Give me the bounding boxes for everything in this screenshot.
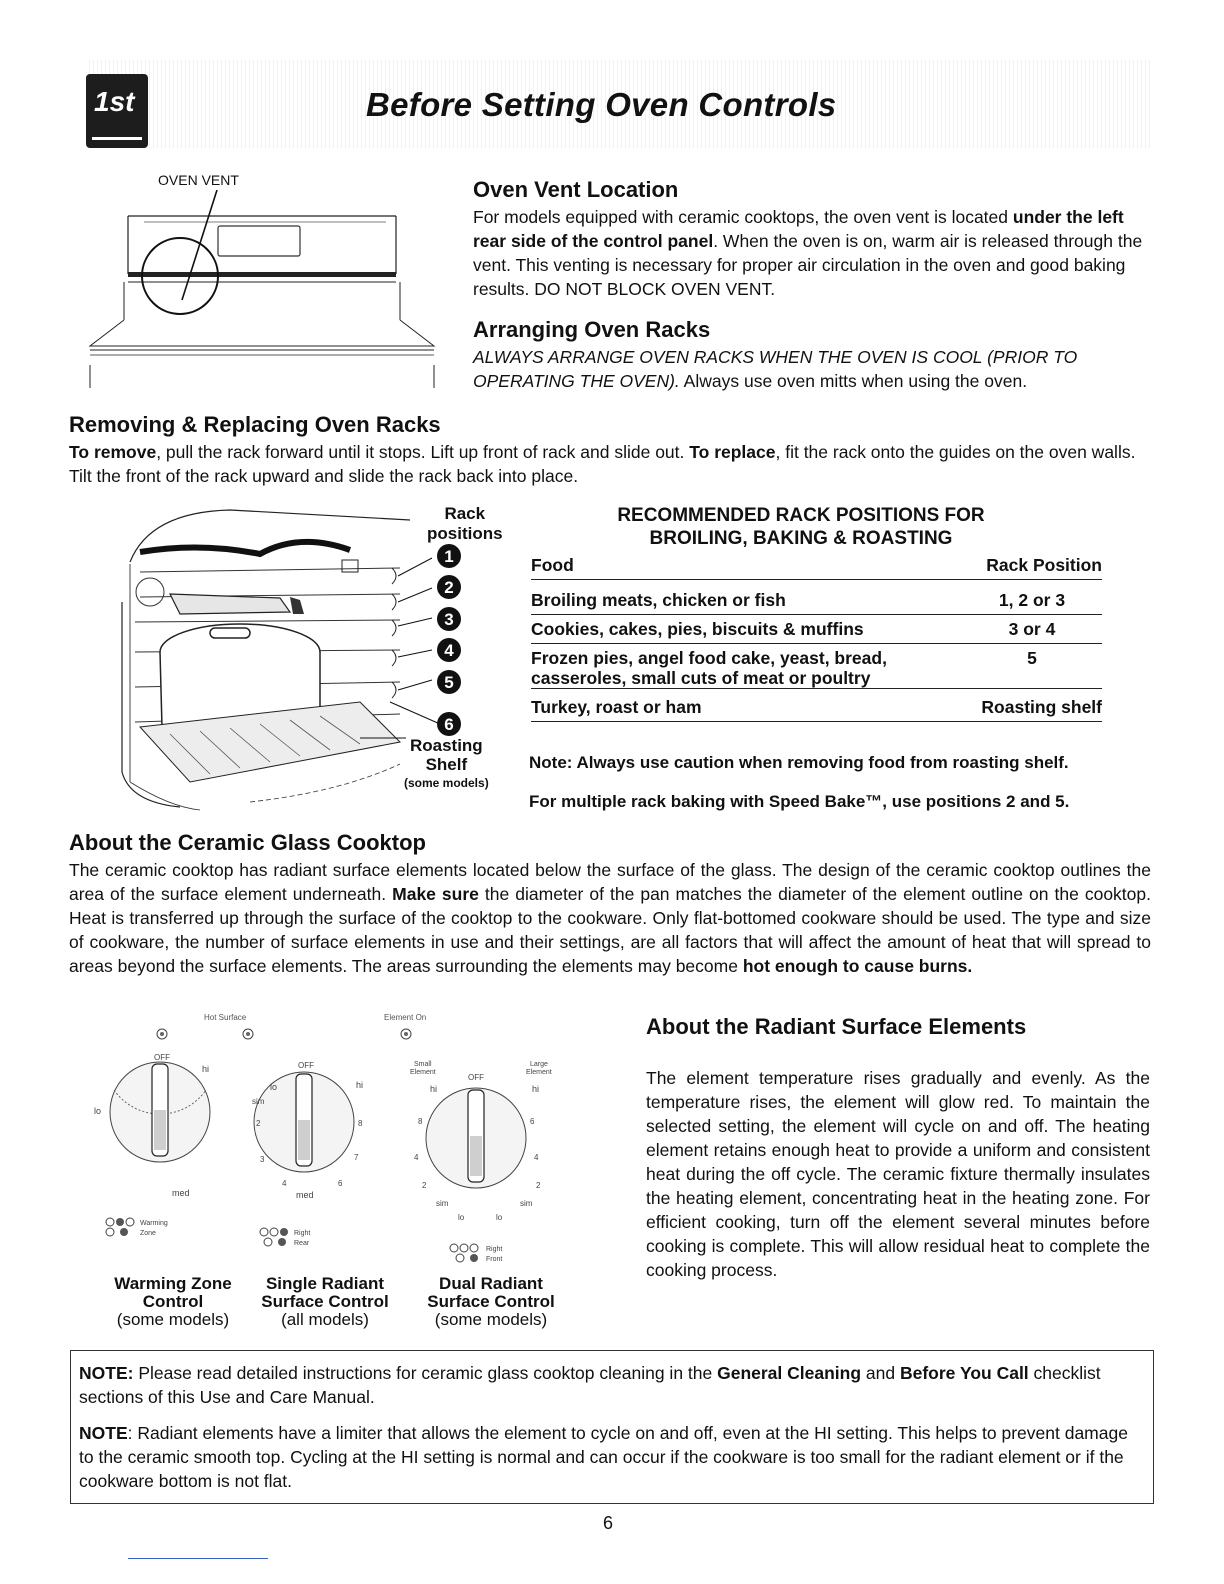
svg-text:lo: lo <box>458 1213 465 1222</box>
svg-text:OFF: OFF <box>298 1061 314 1070</box>
svg-text:6: 6 <box>338 1179 343 1188</box>
svg-text:Element: Element <box>410 1069 436 1076</box>
footer-rule <box>128 1558 268 1559</box>
radiant-text: The element temperature rises gradually and evenly. As the temperature rises, the element will glow red. To maintain the selected setting, the element will cycle on and off. The heating element retains enough heat to provide a uniform and consistent heat during the off cycle. The ceramic fixture thermally insulates the heating element, concentrating heat in the heating zone. For efficient cooking, turn off the element several minutes before cooking is complete. This will allow residual heat to complete the cooking process. <box>646 1068 1150 1280</box>
svg-text:6: 6 <box>530 1117 535 1126</box>
svg-text:hi: hi <box>532 1084 540 1094</box>
svg-text:4: 4 <box>414 1153 419 1162</box>
warming-zone-caption: Warming Zone Control (some models) <box>114 1274 232 1329</box>
svg-text:8: 8 <box>358 1119 363 1128</box>
removing-heading: Removing & Replacing Oven Racks <box>69 412 441 437</box>
svg-text:4: 4 <box>534 1153 539 1162</box>
svg-text:sim: sim <box>436 1199 449 1208</box>
svg-text:Front: Front <box>486 1256 503 1263</box>
badge-text: 1st <box>94 86 135 117</box>
table-row: Turkey, roast or ham Roasting shelf <box>531 697 1102 722</box>
roasting-shelf-label: Roasting Shelf (some models) <box>404 736 489 790</box>
warming-zone-knob <box>94 1053 210 1237</box>
table-row: Frozen pies, angel food cake, yeast, bread, casseroles, small cuts of meat or poultry 5 <box>531 648 1102 689</box>
radiant-heading: About the Radiant Surface Elements <box>646 1014 1027 1039</box>
svg-text:lo: lo <box>496 1213 503 1222</box>
single-radiant-caption: Single Radiant Surface Control (all models) <box>261 1274 389 1329</box>
rack-position-number: 4 <box>444 641 454 660</box>
svg-text:3: 3 <box>260 1155 265 1164</box>
svg-text:sim: sim <box>252 1097 265 1106</box>
svg-text:Right: Right <box>294 1230 311 1237</box>
svg-text:4: 4 <box>282 1179 287 1188</box>
table-row: Broiling meats, chicken or fish 1, 2 or 3 <box>531 590 1102 615</box>
svg-text:Rear: Rear <box>294 1240 310 1247</box>
dual-radiant-knob <box>410 1061 552 1263</box>
svg-text:OFF: OFF <box>468 1073 484 1082</box>
svg-text:hi: hi <box>356 1080 364 1090</box>
svg-text:7: 7 <box>354 1153 359 1162</box>
rack-table-header: Food Rack Position <box>531 555 1102 580</box>
rack-position-number: 5 <box>444 673 454 692</box>
note-limiter: NOTE: Radiant elements have a limiter that allows the element to cycle on and off, even at the HI setting. This helps to prevent damage to the ceramic smooth top. Cycling at the HI setting is normal and can occur if the cookware is too small for the radiant element or if the cookware bottom is not flat. <box>79 1423 1128 1491</box>
arranging-heading: Arranging Oven Racks <box>473 317 711 342</box>
rack-position-number: 3 <box>444 610 454 629</box>
svg-text:Right: Right <box>486 1246 503 1253</box>
notes-box <box>70 1350 1154 1504</box>
svg-text:2: 2 <box>256 1119 261 1128</box>
badge-underline <box>92 137 142 140</box>
rack-position-number: 6 <box>444 715 454 734</box>
svg-text:Large: Large <box>530 1061 548 1068</box>
svg-text:med: med <box>296 1190 314 1200</box>
removing-text: To remove, pull the rack forward until it stops. Lift up front of rack and slide out. To replace, fit the rack onto the guides on the oven walls. Tilt the front of the rack upward and slide the rack back into place. <box>69 442 1136 486</box>
rack-position-number: 1 <box>444 547 454 566</box>
rack-position-number: 2 <box>444 578 454 597</box>
note-cleaning: NOTE: Please read detailed instructions for ceramic glass cooktop cleaning in the General Cleaning and Before You Call checklist sections of this Use and Care Manual. <box>79 1363 1101 1407</box>
rack-position-markers <box>437 544 461 736</box>
svg-text:Element On: Element On <box>384 1013 427 1022</box>
svg-text:Element: Element <box>526 1069 552 1076</box>
roasting-shelf-note: Note: Always use caution when removing food from roasting shelf. <box>529 753 1069 772</box>
speed-bake-note: For multiple rack baking with Speed Bake™, use positions 2 and 5. <box>529 792 1070 811</box>
oven-vent-text: For models equipped with ceramic cooktops, the oven vent is located under the left rear side of the control panel. When the oven is on, warm air is released through the vent. This venting is necessary for proper air circulation in the oven and good baking results. DO NOT BLOCK OVEN VENT. <box>473 207 1143 299</box>
oven-vent-label: OVEN VENT <box>158 172 239 188</box>
single-radiant-knob <box>252 1061 363 1247</box>
svg-text:sim: sim <box>520 1199 533 1208</box>
dual-radiant-caption: Dual Radiant Surface Control (some models) <box>427 1274 555 1329</box>
oven-vent-heading: Oven Vent Location <box>473 177 679 202</box>
page-number: 6 <box>603 1513 614 1533</box>
oven-vent-illustration <box>84 190 440 390</box>
svg-text:OFF: OFF <box>154 1053 170 1062</box>
svg-text:hi: hi <box>430 1084 438 1094</box>
control-knobs-illustration <box>84 1010 584 1272</box>
table-row: Cookies, cakes, pies, biscuits & muffins 3 or 4 <box>531 619 1102 644</box>
page-title: Before Setting Oven Controls <box>366 86 837 123</box>
svg-text:Warming: Warming <box>140 1220 168 1227</box>
svg-text:Hot Surface: Hot Surface <box>204 1013 247 1022</box>
ceramic-heading: About the Ceramic Glass Cooktop <box>69 830 426 855</box>
arranging-text: ALWAYS ARRANGE OVEN RACKS WHEN THE OVEN IS COOL (PRIOR TO OPERATING THE OVEN). Always use oven mitts when using the oven. <box>473 347 1078 391</box>
svg-text:lo: lo <box>94 1106 102 1116</box>
svg-text:2: 2 <box>422 1181 427 1190</box>
svg-text:med: med <box>172 1188 190 1198</box>
svg-text:2: 2 <box>536 1181 541 1190</box>
svg-text:lo: lo <box>270 1082 278 1092</box>
first-badge <box>86 74 148 148</box>
rack-table-title: RECOMMENDED RACK POSITIONS FOR BROILING, BAKING & ROASTING <box>617 505 985 549</box>
svg-text:Zone: Zone <box>140 1230 156 1237</box>
rack-positions-label: Rack positions <box>427 504 503 543</box>
svg-text:8: 8 <box>418 1117 423 1126</box>
svg-text:hi: hi <box>202 1064 210 1074</box>
ceramic-text: The ceramic cooktop has radiant surface elements located below the surface of the glass. The design of the ceramic cooktop outlines the area of the surface element underneath. Make sure the diameter of the pan matches the diameter of the element outline on the cooktop. Heat is transferred up through the surface of the cooktop to the cookware. Only flat-bottomed cookware should be used. The type and size of cookware, the number of surface elements in use and their settings, are all factors that will affect the amount of heat that will spread to areas beyond the surface elements. The areas surrounding the elements may become hot enough to cause burns. <box>69 860 1151 976</box>
svg-text:Small: Small <box>414 1061 432 1068</box>
